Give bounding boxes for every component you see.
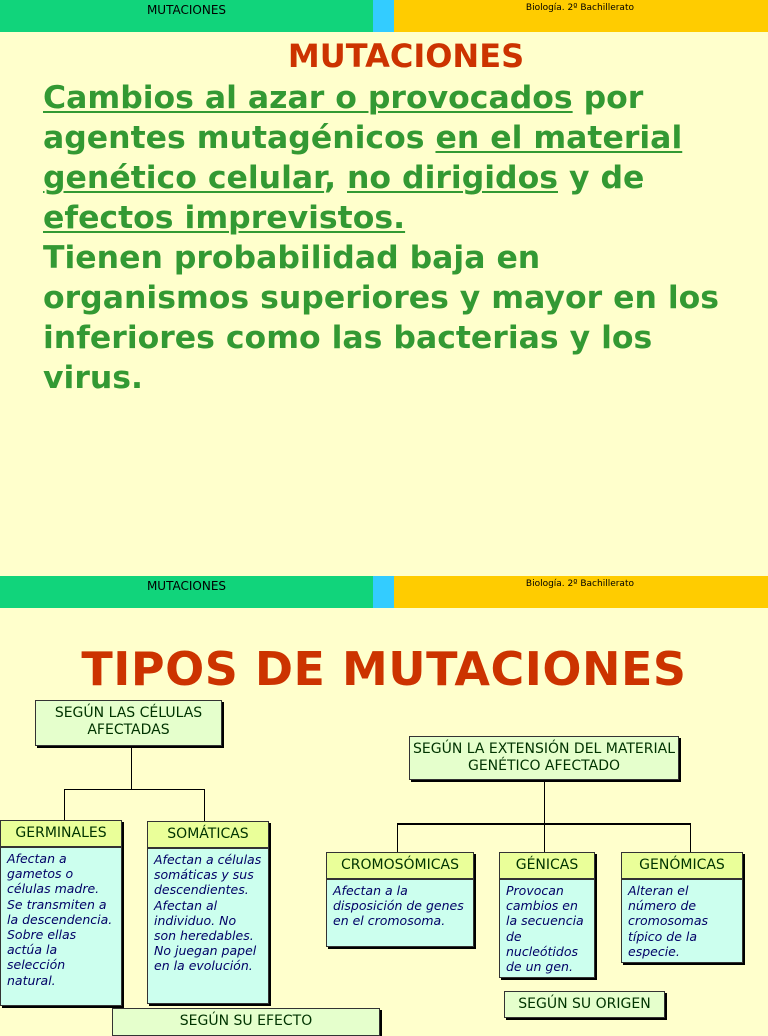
connector-line (131, 746, 132, 789)
header-course: Biología. 2º Bachillerato (525, 3, 634, 13)
definition-plain-1: por agentes mutagénicos (43, 80, 644, 156)
definition-text (43, 78, 755, 398)
probability-text: Tienen probabilidad baja en organismos superiores y mayor en los inferiores como las bacterias y los virus. (43, 240, 720, 396)
connector-line (690, 823, 691, 852)
slide-header (0, 0, 768, 32)
definition-plain-2: , (324, 160, 347, 196)
genicas-label: GÉNICAS (499, 852, 595, 879)
definition-underlined-2: en el material genético celular (43, 120, 683, 196)
definition-underlined-4: efectos imprevistos. (43, 200, 406, 236)
definition-plain-3: y de (558, 160, 645, 196)
header-blue-bar (373, 576, 394, 608)
germinales-label: GERMINALES (0, 820, 122, 847)
genicas-description: Provocan cambios en la secuencia de nucleótidos de un gen. (499, 879, 595, 978)
germinales-description: Afectan a gametos o células madre. Se transmiten a la descendencia. Sobre ellas actúa la selección natural. (0, 847, 122, 1006)
connector-line (64, 789, 205, 790)
header-topic: MUTACIONES (146, 579, 227, 593)
somaticas-description: Afectan a células somáticas y sus descendientes. Afectan al individuo. No son heredables. No juegan papel en la evolución. (147, 848, 269, 1004)
connector-line (544, 780, 545, 852)
header-course: Biología. 2º Bachillerato (525, 579, 634, 589)
extension-header: SEGÚN LA EXTENSIÓN DEL MATERIAL GENÉTICO AFECTADO (409, 736, 679, 780)
slide-header (0, 576, 768, 608)
origen-header: SEGÚN SU ORIGEN (504, 991, 665, 1018)
connector-line (397, 823, 691, 825)
cromosomicas-description: Afectan a la disposición de genes en el cromosoma. (326, 879, 474, 947)
connector-line (204, 789, 205, 821)
celulas-afectadas-header: SEGÚN LAS CÉLULAS AFECTADAS (35, 700, 222, 746)
cromosomicas-label: CROMOSÓMICAS (326, 852, 474, 879)
slide-1-title: MUTACIONES (287, 37, 525, 75)
somaticas-label: SOMÁTICAS (147, 821, 269, 848)
connector-line (64, 789, 65, 820)
genomicas-label: GENÓMICAS (621, 852, 743, 879)
slide-2-title: TIPOS DE MUTACIONES (81, 642, 687, 696)
definition-underlined-3: no dirigidos (347, 160, 558, 196)
efecto-header: SEGÚN SU EFECTO (112, 1008, 380, 1036)
header-topic: MUTACIONES (146, 3, 227, 17)
connector-line (397, 823, 398, 852)
definition-underlined-1: Cambios al azar o provocados (43, 80, 573, 116)
genomicas-description: Alteran el número de cromosomas típico de la especie. (621, 879, 743, 963)
header-blue-bar (373, 0, 394, 32)
slide-2 (0, 576, 768, 1029)
